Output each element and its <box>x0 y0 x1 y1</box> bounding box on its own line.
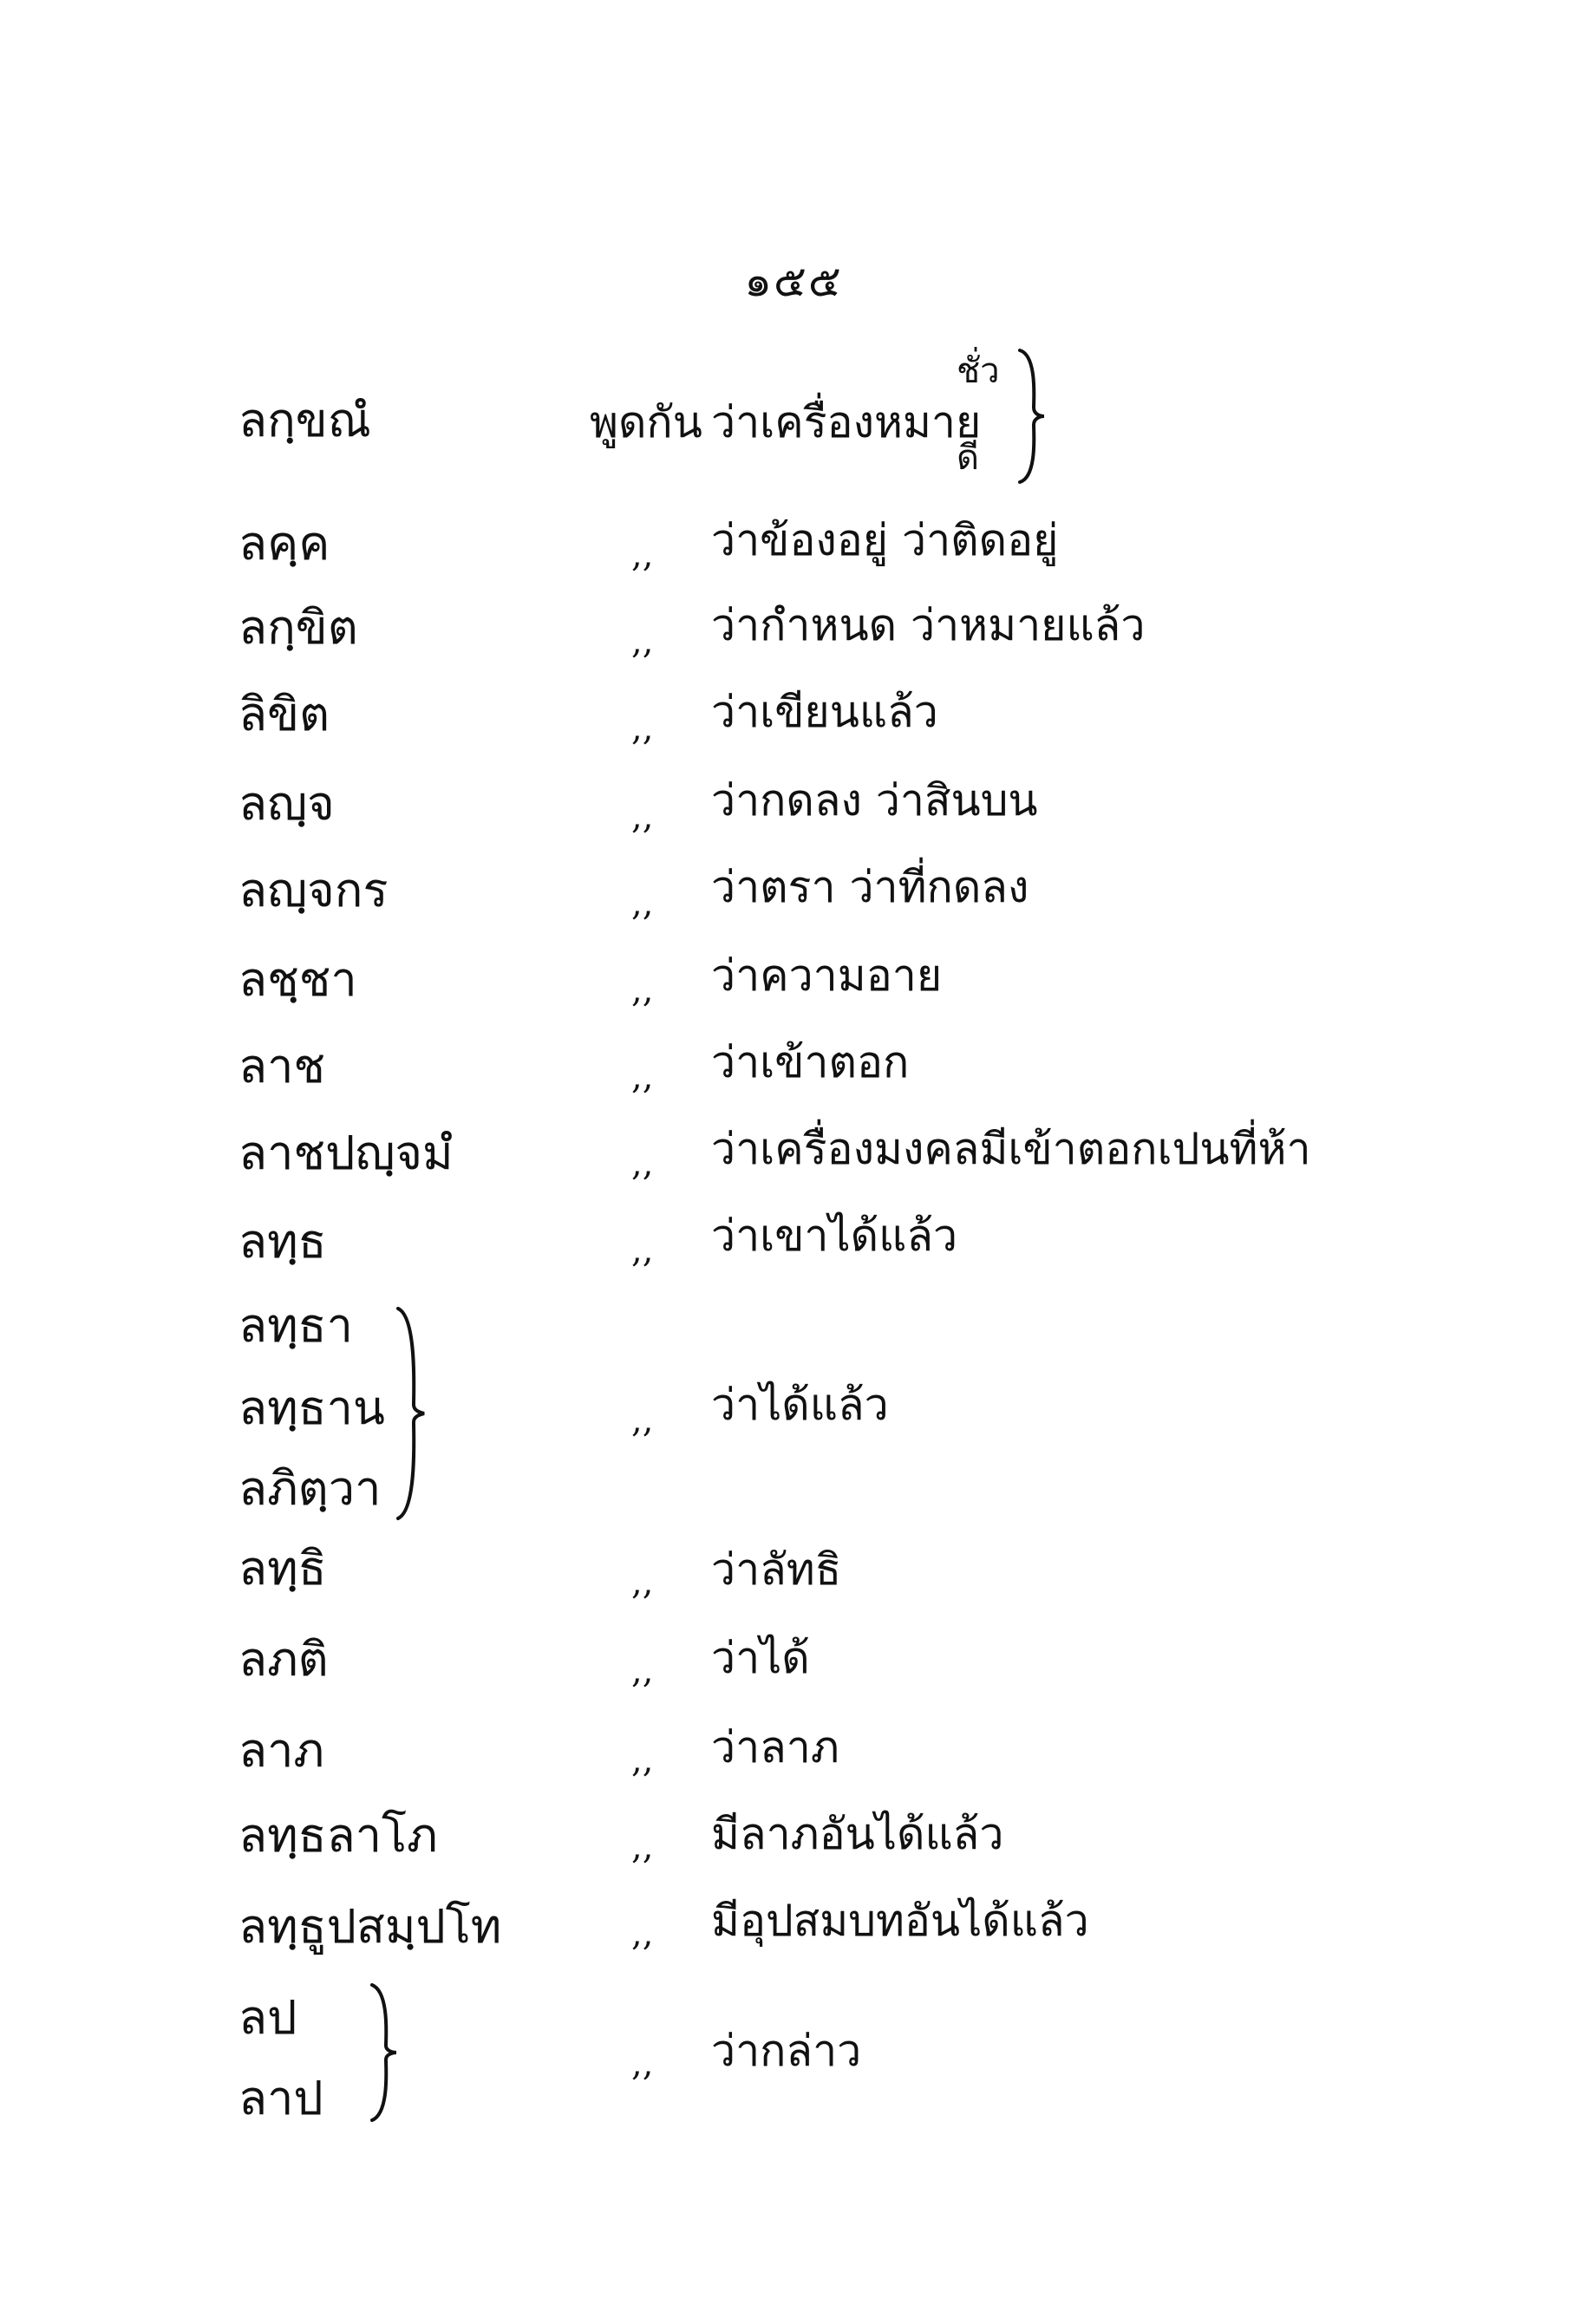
ditto-mark: ,, <box>631 1740 654 1780</box>
entry-definition: ว่าเข้าตอก <box>711 1037 910 1087</box>
ditto-mark: ,, <box>631 708 654 748</box>
group-term: ลภิตฺวา <box>238 1461 382 1516</box>
group-brace <box>395 1305 429 1522</box>
ditto-mark: ,, <box>631 1827 654 1867</box>
stack-word-bottom: ดี <box>957 438 979 478</box>
entry-term: ลทฺธ <box>238 1214 327 1269</box>
group-term: ลทฺธา <box>238 1298 353 1353</box>
entry-term: ลชฺชา <box>238 952 357 1007</box>
entry-term: ลาชปญฺจมํ <box>238 1126 454 1180</box>
entry-definition: ว่าลาภ <box>711 1722 839 1772</box>
entry-term: ลญฺจ <box>238 776 335 831</box>
entry-definition: ว่าข้องอยู่ ว่าติดอยู่ <box>711 515 1059 565</box>
entry-term: ลิขิต <box>238 687 330 741</box>
group-brace <box>369 1981 403 2125</box>
ditto-mark: ,, <box>631 2044 654 2084</box>
group-term: ลทฺธาน <box>238 1381 385 1435</box>
entry-definition: ว่าลัทธิ <box>711 1544 842 1595</box>
group-term: ลป <box>238 1990 297 2045</box>
entry-term: ลคฺค <box>238 516 330 571</box>
ditto-mark: ,, <box>631 1231 654 1270</box>
page-number: ๑๕๕ <box>744 256 843 306</box>
stack-word-top: ชั่ว <box>957 351 1000 391</box>
ditto-mark: ,, <box>631 797 654 837</box>
entry-definition: ว่ากำหนด ว่าหมายแล้ว <box>711 600 1146 650</box>
entry-definition: ว่าความอาย <box>711 950 943 1001</box>
entry-definition: ว่าตรา ว่าที่กดลง <box>711 862 1029 912</box>
entry-definition: มีอุปสมบทอันได้แล้ว <box>711 1896 1089 1946</box>
group-term: ลาป <box>238 2071 323 2125</box>
entry-definition: ว่าเขาได้แล้ว <box>711 1211 958 1261</box>
entry-definition: ว่าได้ <box>711 1633 810 1683</box>
entry-term: ลทฺธิ <box>238 1541 327 1596</box>
entry-term: ลกฺขณํ <box>238 393 371 447</box>
ditto-mark: ,, <box>631 1914 654 1954</box>
entry-definition: ว่ากดลง ว่าสินบน <box>711 775 1038 826</box>
closing-brace <box>1015 347 1049 486</box>
ditto-mark: ,, <box>631 1651 654 1691</box>
entry-term: ลภติ <box>238 1632 329 1687</box>
entry-definition: มีลาภอันได้แล้ว <box>711 1809 1004 1859</box>
entry-term: ลาช <box>238 1039 326 1093</box>
entry-term: ลาภ <box>238 1723 325 1778</box>
entry-definition: ว่าเขียนแล้ว <box>711 687 938 737</box>
ditto-mark: ,, <box>631 535 654 575</box>
entry-definition: ว่าเครื่องหมาย <box>711 397 982 447</box>
entry-prefix: พูดกัน <box>590 397 702 447</box>
ditto-mark: ,, <box>631 1057 654 1097</box>
group-definition: ว่าได้แล้ว <box>711 1380 889 1430</box>
ditto-mark: ,, <box>631 884 654 924</box>
ditto-mark: ,, <box>631 1400 654 1440</box>
entry-definition: ว่าเครื่องมงคลมีเข้าตอกเปนที่ห้า <box>711 1124 1311 1174</box>
ditto-mark: ,, <box>631 970 654 1010</box>
ditto-mark: ,, <box>631 622 654 662</box>
group-definition: ว่ากล่าว <box>711 2026 862 2076</box>
entry-term: ลกฺขิต <box>238 600 358 655</box>
entry-term: ลทฺธูปสมฺปโท <box>238 1899 502 1954</box>
entry-term: ลทฺธลาโภ <box>238 1808 438 1863</box>
ditto-mark: ,, <box>631 1144 654 1184</box>
entry-term: ลญฺจกร <box>238 863 389 917</box>
ditto-mark: ,, <box>631 1563 654 1603</box>
